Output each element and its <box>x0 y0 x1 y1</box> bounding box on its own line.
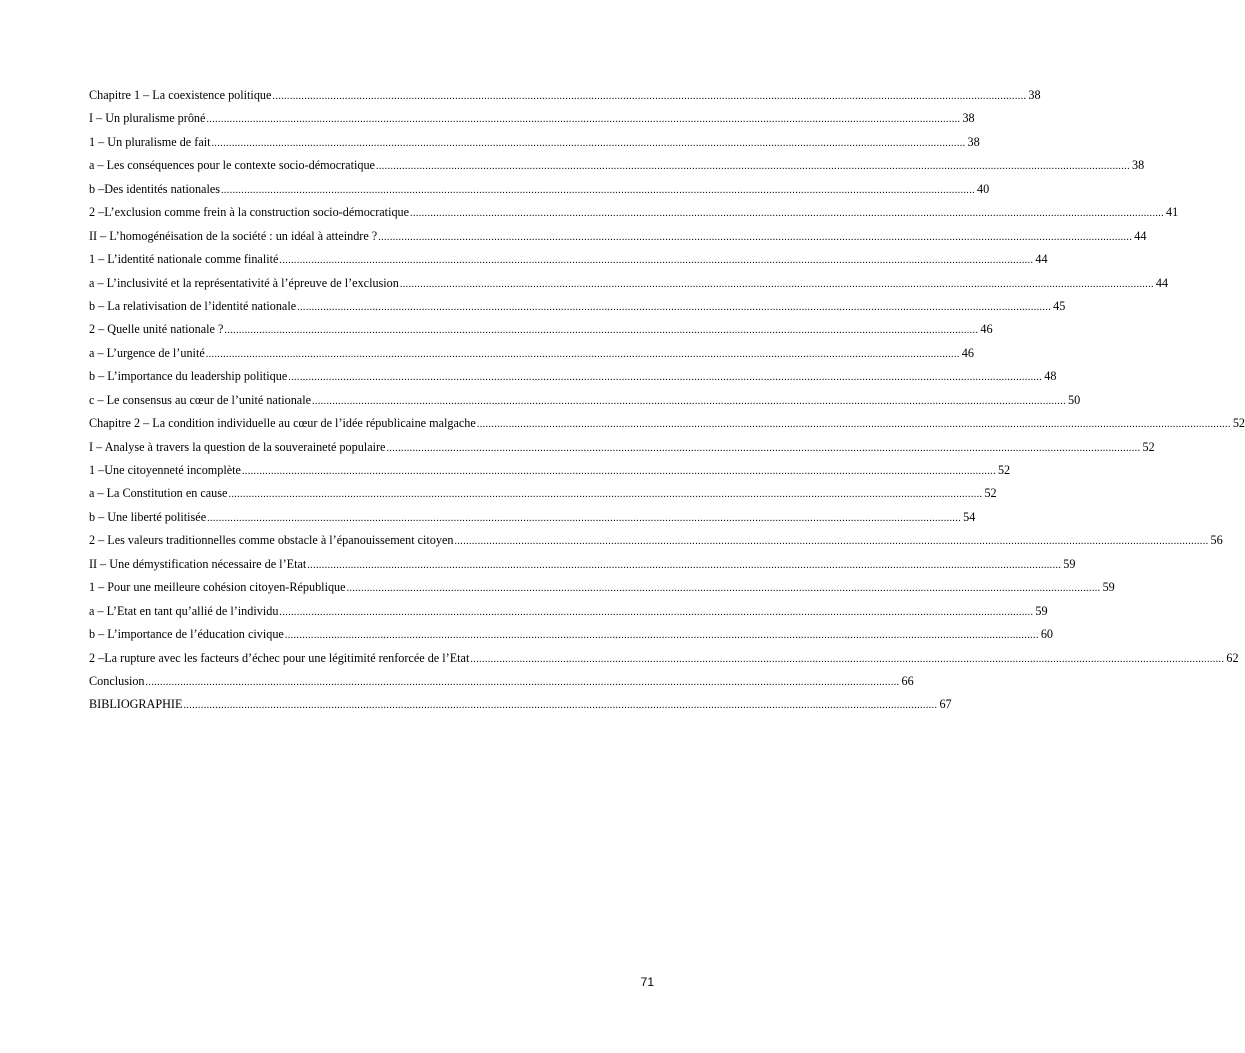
toc-entry[interactable] <box>89 532 1223 555</box>
toc-entry-title[interactable]: a – La Constitution en cause <box>89 486 228 501</box>
toc-dot-leader: .................................................................................................................................................................................................................................................................... <box>454 536 1209 548</box>
toc-entry-page: 38 <box>967 134 980 149</box>
toc-entry[interactable] <box>89 673 914 696</box>
toc-entry[interactable] <box>89 392 1081 415</box>
toc-entry-page: 52 <box>1142 439 1155 454</box>
toc-dot-leader: .................................................................................................................................................................................................................................................................... <box>288 372 1043 384</box>
toc-entry-page: 56 <box>1210 533 1223 548</box>
toc-entry[interactable] <box>89 134 980 157</box>
toc-dot-leader: .................................................................................................................................................................................................................................................................... <box>228 489 983 501</box>
toc-entry-title[interactable]: b –Des identités nationales <box>89 181 220 196</box>
toc-dot-leader: .................................................................................................................................................................................................................................................................... <box>399 278 1154 290</box>
toc-entry-page: 60 <box>1040 627 1054 642</box>
toc-entry-page: 44 <box>1155 275 1169 290</box>
toc-entry[interactable] <box>89 157 1145 180</box>
toc-dot-leader: .................................................................................................................................................................................................................................................................... <box>272 91 1027 102</box>
toc-entry-page: 52 <box>997 463 1011 477</box>
toc-entry-page: 44 <box>1134 228 1147 243</box>
toc-dot-leader: .................................................................................................................................................................................................................................................................... <box>476 419 1231 431</box>
toc-dot-leader: .................................................................................................................................................................................................................................................................... <box>386 442 1141 454</box>
toc-dot-leader: .................................................................................................................................................................................................................................................................... <box>410 208 1165 220</box>
toc-dot-leader: .................................................................................................................................................................................................................................................................... <box>206 114 961 126</box>
toc-entry-title[interactable]: 1 – L’identité nationale comme finalité <box>89 252 279 267</box>
toc-entry-title[interactable]: b – La relativisation de l’identité nationale <box>89 298 297 313</box>
toc-dot-leader: .................................................................................................................................................................................................................................................................... <box>205 348 960 360</box>
toc-entry-page: 44 <box>1035 252 1048 267</box>
toc-entry-title[interactable]: II – L’homogénéisation de la société : un idéal à atteindre ? <box>89 228 378 243</box>
toc-entry-page: 38 <box>1131 158 1145 173</box>
toc-entry[interactable] <box>89 579 1115 602</box>
toc-entry[interactable] <box>89 298 1066 321</box>
toc-entry-page: 52 <box>984 486 997 501</box>
toc-entry-title[interactable]: 2 –La rupture avec les facteurs d’échec pour une légitimité renforcée de l’Etat <box>89 650 470 665</box>
toc-entry-page: 38 <box>962 111 975 126</box>
toc-dot-leader: .................................................................................................................................................................................................................................................................... <box>183 700 938 712</box>
toc-dot-leader: .................................................................................................................................................................................................................................................................... <box>375 161 1130 173</box>
toc-entry-page: 41 <box>1166 205 1179 220</box>
toc-entry-title[interactable]: b – L’importance de l’éducation civique <box>89 627 284 642</box>
toc-entry-page: 45 <box>1053 298 1066 313</box>
toc-entry[interactable] <box>89 204 1179 227</box>
toc-entry-title[interactable]: 2 –L’exclusion comme frein à la construction socio-démocratique <box>89 205 410 220</box>
toc-entry-title[interactable]: a – L’inclusivité et la représentativité à l’épreuve de l’exclusion <box>89 275 399 290</box>
toc-entry[interactable] <box>89 696 952 719</box>
toc-entry-title[interactable]: Chapitre 1 – La coexistence politique <box>89 88 272 102</box>
toc-entry-title[interactable]: a – L’Etat en tant qu’allié de l’individu <box>89 603 279 618</box>
toc-entry[interactable] <box>89 345 974 368</box>
toc-dot-leader: .................................................................................................................................................................................................................................................................... <box>145 676 900 688</box>
toc-entry[interactable] <box>89 650 1239 673</box>
toc-entry-page: 67 <box>939 697 952 712</box>
toc-entry-page: 46 <box>961 345 974 360</box>
toc-dot-leader: .................................................................................................................................................................................................................................................................... <box>241 466 996 477</box>
toc-dot-leader: .................................................................................................................................................................................................................................................................... <box>211 137 966 149</box>
toc-entry-title[interactable]: b – L’importance du leadership politique <box>89 369 288 384</box>
toc-entry[interactable] <box>89 415 1245 438</box>
toc-entry-title[interactable]: Conclusion <box>89 673 145 688</box>
toc-entry-title[interactable]: 2 – Les valeurs traditionnelles comme obstacle à l’épanouissement citoyen <box>89 533 454 548</box>
toc-entry-title[interactable]: a – Les conséquences pour le contexte socio-démocratique <box>89 158 375 173</box>
toc-dot-leader: .................................................................................................................................................................................................................................................................... <box>297 301 1052 313</box>
toc-entry-title[interactable]: Chapitre 2 – La condition individuelle au cœur de l’idée républicaine malgache <box>89 416 476 431</box>
toc-entry-page: 48 <box>1044 369 1057 384</box>
toc-entry[interactable] <box>89 321 993 344</box>
toc-dot-leader: .................................................................................................................................................................................................................................................................... <box>284 630 1039 642</box>
toc-entry[interactable] <box>89 462 1011 485</box>
toc-entry-title[interactable]: I – Un pluralisme prôné <box>89 111 206 126</box>
toc-entry[interactable] <box>89 556 1076 579</box>
toc-entry-title[interactable]: I – Analyse à travers la question de la souveraineté populaire <box>89 439 386 454</box>
toc-entry-title[interactable]: c – Le consensus au cœur de l’unité nationale <box>89 392 312 407</box>
toc-dot-leader: .................................................................................................................................................................................................................................................................... <box>470 653 1225 665</box>
toc-entry[interactable] <box>89 439 1155 462</box>
toc-entry[interactable] <box>89 603 1048 626</box>
toc-entry-title[interactable]: 1 – Un pluralisme de fait <box>89 134 211 149</box>
toc-entry-page: 54 <box>963 509 976 524</box>
toc-entry[interactable] <box>89 626 1054 649</box>
page-number: 71 <box>640 975 654 989</box>
toc-entry[interactable] <box>89 181 990 204</box>
toc-entry[interactable] <box>89 228 1147 251</box>
toc-dot-leader: .................................................................................................................................................................................................................................................................... <box>279 255 1034 267</box>
toc-dot-leader: .................................................................................................................................................................................................................................................................... <box>346 583 1101 595</box>
table-of-contents <box>89 87 1245 720</box>
toc-entry[interactable] <box>89 87 1041 110</box>
toc-dot-leader: .................................................................................................................................................................................................................................................................... <box>378 231 1133 243</box>
toc-entry-page: 66 <box>901 673 914 688</box>
toc-entry-page: 62 <box>1226 650 1239 665</box>
toc-entry[interactable] <box>89 368 1057 391</box>
toc-entry-page: 59 <box>1102 580 1115 595</box>
toc-entry[interactable] <box>89 251 1048 274</box>
toc-entry-title[interactable]: 2 – Quelle unité nationale ? <box>89 322 224 337</box>
toc-dot-leader: .................................................................................................................................................................................................................................................................... <box>207 512 962 524</box>
toc-entry-title[interactable]: BIBLIOGRAPHIE <box>89 697 183 712</box>
toc-dot-leader: .................................................................................................................................................................................................................................................................... <box>224 325 979 337</box>
toc-entry-title[interactable]: b – Une liberté politisée <box>89 509 207 524</box>
toc-entry-page: 40 <box>977 181 990 196</box>
toc-entry-page: 59 <box>1035 603 1048 618</box>
toc-entry-title[interactable]: 1 – Pour une meilleure cohésion citoyen-République <box>89 580 346 595</box>
toc-dot-leader: .................................................................................................................................................................................................................................................................... <box>312 395 1067 407</box>
toc-entry[interactable] <box>89 509 976 532</box>
toc-entry[interactable] <box>89 275 1169 298</box>
toc-entry-page: 59 <box>1063 556 1076 571</box>
toc-entry-title[interactable]: II – Une démystification nécessaire de l’Etat <box>89 556 307 571</box>
toc-entry-title[interactable]: a – L’urgence de l’unité <box>89 345 205 360</box>
toc-dot-leader: .................................................................................................................................................................................................................................................................... <box>221 184 975 196</box>
toc-dot-leader: .................................................................................................................................................................................................................................................................... <box>279 606 1034 618</box>
toc-entry[interactable] <box>89 485 997 508</box>
toc-dot-leader: .................................................................................................................................................................................................................................................................... <box>307 559 1062 571</box>
toc-entry-page: 52 <box>1232 416 1245 431</box>
toc-entry[interactable] <box>89 110 975 133</box>
toc-entry-page: 46 <box>980 322 993 337</box>
toc-entry-title[interactable]: 1 –Une citoyenneté incomplète <box>89 463 241 477</box>
toc-entry-page: 50 <box>1068 392 1081 407</box>
toc-entry-page: 38 <box>1028 88 1041 102</box>
